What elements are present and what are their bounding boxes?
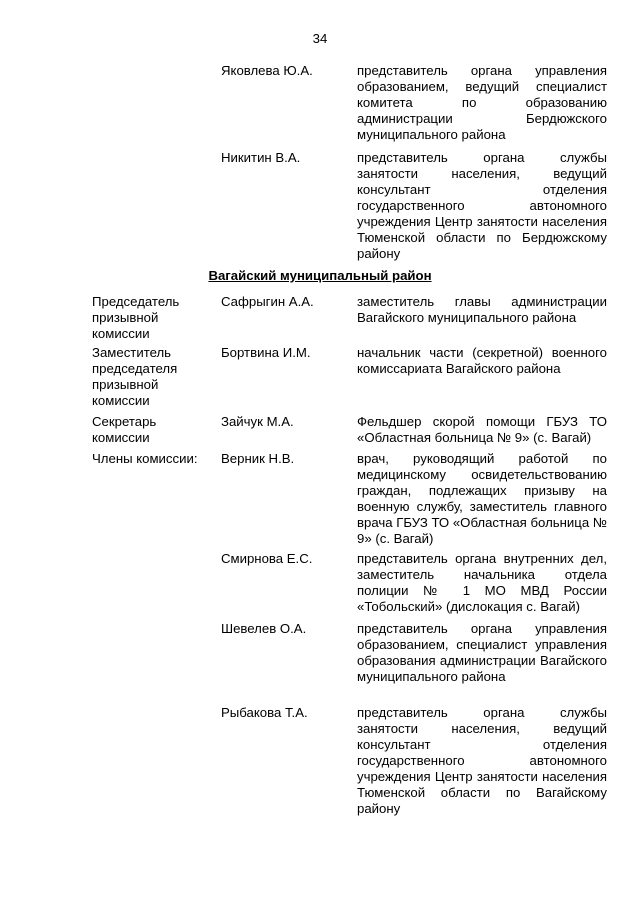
commission-entry: [0, 414, 640, 446]
member-name: Смирнова Е.С.: [221, 551, 313, 566]
member-name: Сафрыгин А.А.: [221, 294, 314, 309]
member-description: представитель органа службы занятости населения, ведущий консультант отделения государственного автономного учреждения Центр занятости населения Тюменской области по Вагайскому району: [357, 705, 607, 816]
commission-entry: [0, 621, 640, 685]
commission-entry: [0, 451, 640, 547]
member-description: Фельдшер скорой помощи ГБУЗ ТО «Областная больница № 9» (с. Вагай): [357, 414, 607, 445]
member-name: Шевелев О.А.: [221, 621, 307, 636]
member-description: начальник части (секретной) военного комиссариата Вагайского района: [357, 345, 607, 376]
member-description: врач, руководящий работой по медицинскому освидетельствованию граждан, подлежащих призыву на военную службу, заместитель главного врача ГБУЗ ТО «Областная больница № 9» (с. Вагай): [357, 451, 607, 546]
commission-role: Заместитель председателя призывной комиссии: [92, 345, 178, 408]
page-number: 34: [312, 31, 328, 46]
member-description: представитель органа управления образованием, специалист управления образования администрации Вагайского муниципального района: [357, 621, 607, 684]
member-name: Никитин В.А.: [221, 150, 301, 165]
commission-entry: [0, 551, 640, 615]
member-description: представитель органа внутренних дел, заместитель начальника отдела полиции № 1 МО МВД России «Тобольский» (дислокация с. Вагай): [357, 551, 607, 614]
district-title: Вагайский муниципальный район: [208, 268, 432, 283]
member-name: Зайчук М.А.: [221, 414, 294, 429]
member-description: заместитель главы администрации Вагайского муниципального района: [357, 294, 607, 325]
member-name: Яковлева Ю.А.: [221, 63, 313, 78]
member-entry: [0, 150, 640, 262]
member-name: Бортвина И.М.: [221, 345, 311, 360]
member-description: представитель органа управления образованием, ведущий специалист комитета по образованию администрации Бердюжского муниципального района: [357, 63, 607, 142]
commission-entry: [0, 705, 640, 817]
commission-role: Председатель призывной комиссии: [92, 294, 180, 341]
member-description: представитель органа службы занятости населения, ведущий консультант отделения государственного автономного учреждения Центр занятости населения Тюменской области по Бердюжскому району: [357, 150, 607, 261]
commission-role: Секретарь комиссии: [92, 414, 157, 445]
member-name: Рыбакова Т.А.: [221, 705, 308, 720]
member-name: Верник Н.В.: [221, 451, 295, 466]
commission-entry: [0, 345, 640, 408]
member-entry: [0, 63, 640, 143]
commission-entry: [0, 294, 640, 341]
commission-role: Члены комиссии:: [92, 451, 198, 466]
